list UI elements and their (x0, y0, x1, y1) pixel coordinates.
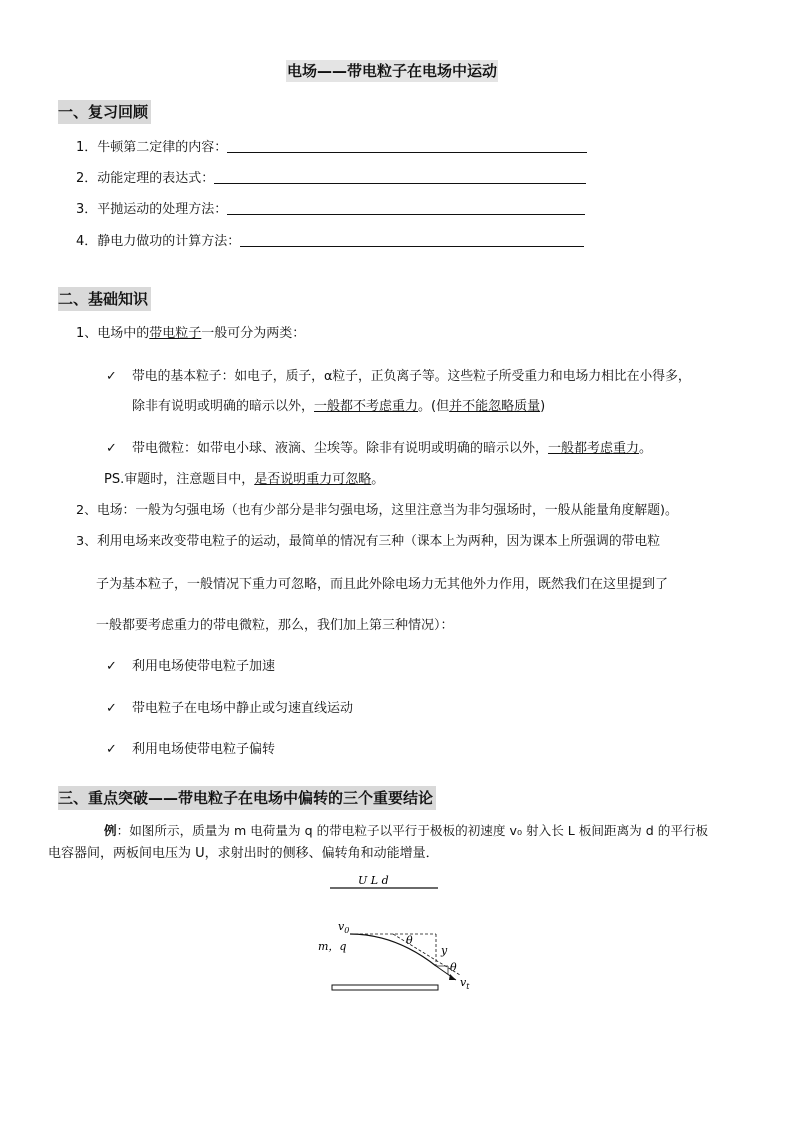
basics-p1-prefix: 1、电场中的 (76, 326, 150, 341)
bullet-b2-u: 一般都考虑重力 (548, 441, 640, 456)
bullet-b1-c: ) (540, 399, 546, 414)
section-heading-key-points: 三、重点突破——带电粒子在电场中偏转的三个重要结论 (58, 786, 436, 810)
ps-a: PS.审题时，注意题目中， (104, 472, 255, 487)
example-line-2: 电容器间，两板间电压为 U，求射出时的侧移、偏转角和动能增量． (48, 846, 439, 861)
case-item-2 (106, 700, 353, 718)
review-item-4-label: 4．静电力做功的计算方法： (76, 234, 241, 249)
basics-p1-suffix: 一般可分为两类： (201, 326, 306, 341)
section-heading-basics: 二、基础知识 (58, 287, 151, 311)
bullet-b2-a: 带电微粒：如带电小球、液滴、尘埃等。除非有说明或明确的暗示以外， (132, 441, 549, 456)
check-icon: ✓ (106, 701, 117, 716)
review-item-3-label: 3．平抛运动的处理方法： (76, 202, 228, 217)
example-line-1 (104, 822, 708, 840)
answer-blank-2[interactable] (214, 169, 586, 184)
bullet-b1-a: 除非有说明或明确的暗示以外， (132, 399, 315, 414)
bullet-basic-particle-text: 带电的基本粒子：如电子，质子，α粒子，正负离子等。这些粒子所受重力和电场力相比在小得多， (132, 369, 691, 384)
bullet-basic-particle-line2 (132, 398, 545, 416)
bullet-charged-droplet (106, 440, 652, 458)
vt-label: $v_t$ (460, 976, 470, 991)
case-item-2-text: 带电粒子在电场中静止或匀速直线运动 (132, 701, 354, 716)
capacitor-deflection-figure (300, 870, 500, 1000)
basics-paragraph-3-line3: 一般都要考虑重力的带电微粒，那么，我们加上第三种情况）： (96, 618, 454, 633)
figure-top-label: U L d (358, 874, 389, 887)
check-icon: ✓ (106, 441, 117, 456)
section-heading-review: 一、复习回顾 (58, 100, 151, 124)
case-item-3 (106, 741, 275, 759)
basics-paragraph-1 (76, 325, 305, 343)
trajectory-curve (350, 934, 436, 966)
bullet-b1-u2: 并不能忽略质量 (449, 399, 541, 414)
v0-label: $v_0$ (338, 920, 350, 935)
page-title: 电场——带电粒子在电场中运动 (287, 62, 498, 80)
check-icon: ✓ (106, 659, 117, 674)
ps-note (104, 471, 384, 489)
answer-blank-4[interactable] (240, 232, 584, 247)
theta-label-2: θ (450, 961, 457, 974)
review-item-3 (76, 200, 585, 219)
answer-blank-3[interactable] (227, 200, 585, 215)
basics-paragraph-3-line1: 3、利用电场来改变带电粒子的运动，最简单的情况有三种（课本上为两种，因为课本上所强调的带电粒 (76, 534, 661, 549)
mass-charge-label: m，q (318, 940, 347, 953)
case-item-1-text: 利用电场使带电粒子加速 (132, 659, 276, 674)
basics-p1-underlined: 带电粒子 (149, 326, 202, 341)
y-label: y (441, 944, 448, 957)
check-icon: ✓ (106, 742, 117, 757)
example-text-1: ：如图所示，质量为 m 电荷量为 q 的带电粒子以平行于极板的初速度 v₀ 射入长 L 板间距离为 d 的平行板 (116, 823, 709, 838)
review-item-2-label: 2．动能定理的表达式： (76, 171, 215, 186)
check-icon: ✓ (106, 369, 117, 384)
review-item-2 (76, 169, 586, 188)
bullet-b1-u1: 一般都不考虑重力 (314, 399, 419, 414)
case-item-3-text: 利用电场使带电粒子偏转 (132, 742, 276, 757)
review-item-1-label: 1．牛顿第二定律的内容： (76, 140, 228, 155)
ps-u: 是否说明重力可忽略 (254, 472, 372, 487)
review-item-4 (76, 232, 584, 251)
bullet-basic-particle-line1 (106, 368, 691, 386)
answer-blank-1[interactable] (227, 138, 587, 153)
theta-label-1: θ (406, 934, 413, 947)
review-item-1 (76, 138, 587, 157)
exit-velocity-arrowhead (449, 974, 456, 980)
ps-b: 。 (371, 472, 385, 487)
example-label: 例 (104, 823, 117, 838)
bottom-plate (332, 985, 438, 990)
bullet-b1-b: 。(但 (418, 399, 450, 414)
basics-paragraph-2: 2、电场：一般为匀强电场（也有少部分是非匀强电场，这里注意当为非匀强场时，一般从能量角度解题)。 (76, 503, 678, 518)
case-item-1 (106, 658, 275, 676)
bullet-b2-b: 。 (639, 441, 653, 456)
basics-paragraph-3-line2: 子为基本粒子，一般情况下重力可忽略，而且此外除电场力无其他外力作用，既然我们在这里提到了 (96, 577, 669, 592)
